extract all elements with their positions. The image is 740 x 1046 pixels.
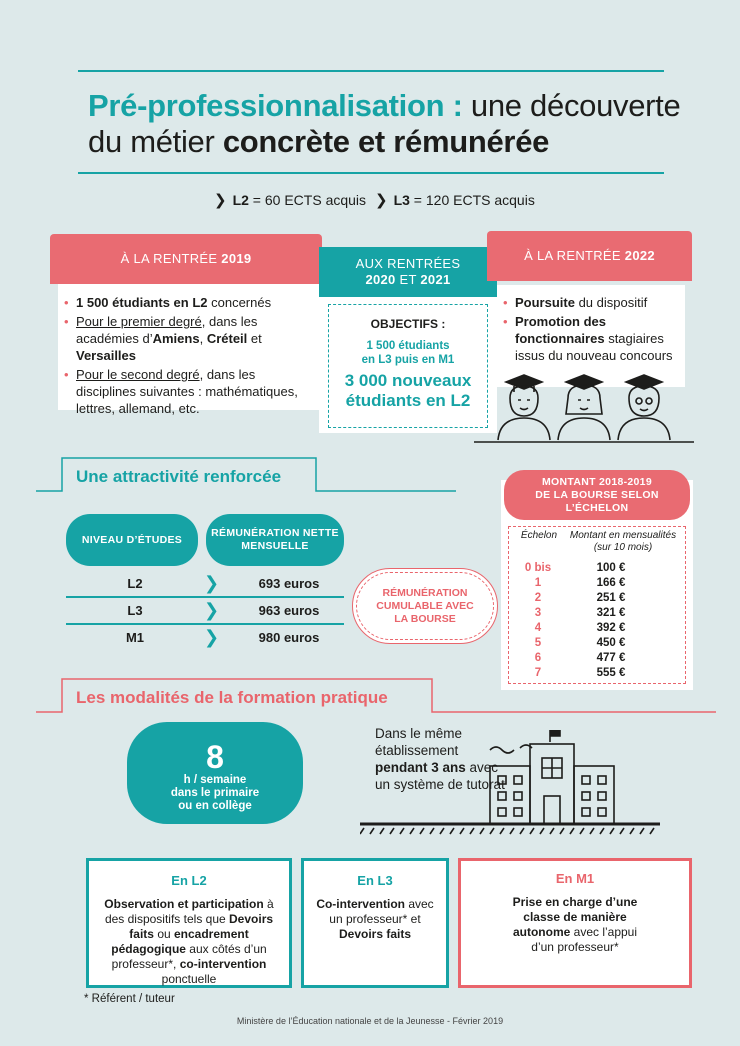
list-item: • Promotion des fonctionnaires stagiaires issus du nouveau concours (503, 313, 681, 364)
card-2019-body (58, 284, 320, 416)
chevron-right-icon: ❯ (375, 192, 388, 209)
card-2019-header: À LA RENTRÉE 2019 (50, 234, 322, 284)
school-building-illustration (360, 730, 660, 836)
level-box-l2: En L2 Observation et participation à des dispositifs tels que Devoirs faits ou encadrement pédagogique aux côtés d’un professeur*, co-intervention ponctuelle (86, 858, 292, 988)
chevron-right-icon: ❯ (214, 192, 227, 209)
etablissement-text: Dans le même établissement pendant 3 ans avec un système de tutorat (375, 726, 505, 792)
table-row: L2 ❯ 693 euros (127, 572, 320, 593)
graduates-illustration (474, 372, 694, 444)
list-item: • Pour le second degré, dans les disciplines suivantes : mathématiques, lettres, allemand, etc. (64, 366, 312, 417)
page-title: Pré-professionnalisation : une découverte du métier concrète et rémunérée (88, 88, 681, 159)
ects-l3: ❯ L3 = 120 ECTS acquis (375, 192, 535, 209)
col-header-salary: RÉMUNÉRATION NETTE MENSUELLE (206, 514, 344, 566)
bourse-col-echelon: Échelon (520, 530, 558, 541)
list-item: • 1 500 étudiants en L2 concernés (64, 294, 312, 311)
bourse-col-montant: Montant en mensualités (sur 10 mois) (569, 530, 677, 553)
level-box-l3: En L3 Co-intervention avec un professeur* et Devoirs faits (301, 858, 449, 988)
table-row: 5 450 € (534, 637, 626, 649)
level-box-m1: En M1 Prise en charge d’une classe de manière autonome avec l’appui d’un professeur* (458, 858, 692, 988)
section-title-modalites: Les modalités de la formation pratique (76, 688, 388, 707)
top-rule (78, 70, 664, 72)
card-2020-objectives: OBJECTIFS : 1 500 étudiants en L3 puis en M1 3 000 nouveaux étudiants en L2 (328, 304, 488, 428)
table-row: 3 321 € (534, 607, 626, 619)
list-item: • Pour le premier degré, dans les académies d’Amiens, Créteil et Versailles (64, 313, 312, 364)
hours-badge: 8 h / semaine dans le primaire ou en collège (127, 722, 303, 824)
section-title-attractivite: Une attractivité renforcée (76, 467, 282, 486)
table-row: M1 ❯ 980 euros (125, 626, 320, 647)
card-2022-header: À LA RENTRÉE 2022 (487, 231, 692, 281)
bourse-table (510, 561, 680, 681)
ects-l2: ❯ L2 = 60 ECTS acquis (214, 192, 367, 209)
footer-credit: Ministère de l’Éducation nationale et de la Jeunesse - Février 2019 (236, 1016, 504, 1026)
chevron-right-icon: ❯ (204, 572, 220, 593)
cumulable-badge: RÉMUNÉRATION CUMULABLE AVEC LA BOURSE (356, 572, 494, 640)
table-row: 6 477 € (534, 652, 626, 664)
table-row: L3 ❯ 963 euros (127, 599, 320, 620)
chevron-right-icon: ❯ (204, 599, 220, 620)
chevron-right-icon: ❯ (204, 626, 220, 647)
title-bottom-rule (78, 172, 664, 174)
list-item: • Poursuite du dispositif (503, 294, 681, 311)
table-row: 7 555 € (534, 667, 626, 679)
table-row: 4 392 € (534, 622, 626, 634)
col-header-level: NIVEAU D’ÉTUDES (66, 514, 198, 566)
bourse-header: MONTANT 2018-2019 DE LA BOURSE SELON L’ÉCHELON (504, 470, 690, 520)
table-row: 0 bis 100 € (524, 562, 626, 574)
footnote: * Référent / tuteur (84, 993, 175, 1005)
card-2020-header: AUX RENTRÉES 2020 ET 2021 (319, 247, 497, 297)
table-row: 1 166 € (534, 577, 626, 589)
table-row: 2 251 € (534, 592, 626, 604)
